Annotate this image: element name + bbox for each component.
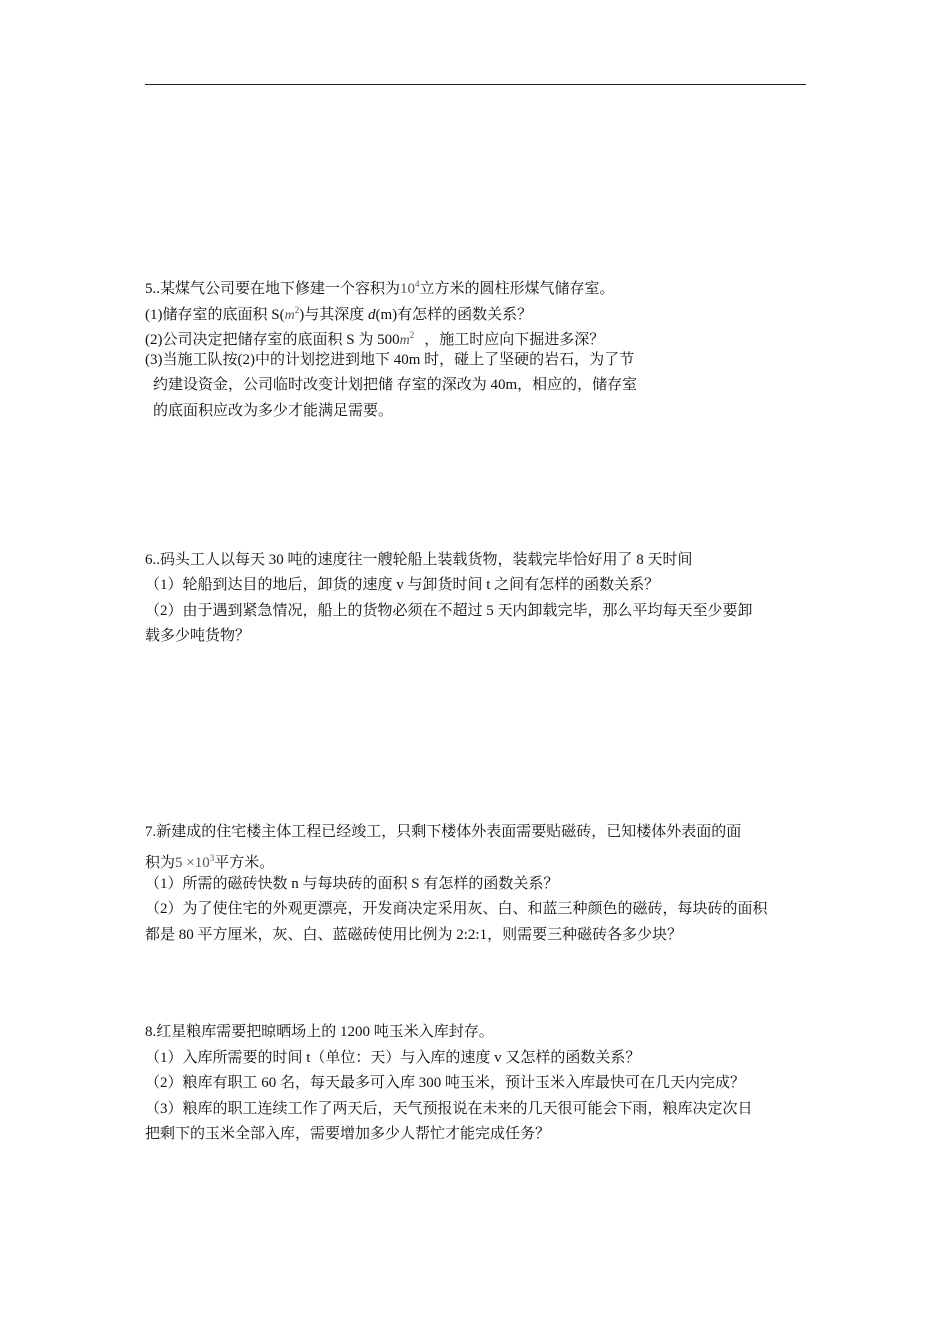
q8-line-2: （1）入库所需要的时间 t（单位：天）与入库的速度 v 又怎样的函数关系？: [145, 1050, 641, 1066]
q7-area-number: 5 ×10: [175, 855, 210, 871]
q5-line-6: 的底面积应改为多少才能满足需要。: [153, 403, 394, 419]
q8-line-5: 把剩下的玉米全部入库，需要增加多少人帮忙才能完成任务？: [145, 1126, 551, 1142]
q8-line-4: （3）粮库的职工连续工作了两天后，天气预报说在未来的几天很可能会下雨，粮库决定次日: [145, 1101, 753, 1117]
q7-line-2: [145, 847, 274, 874]
q6-line-3: （2）由于遇到紧急情况，船上的货物必须在不超过 5 天内卸载完毕，那么平均每天至少要卸: [145, 603, 753, 619]
q6-line-4: 载多少吨货物？: [145, 628, 251, 644]
q5-line-3: [145, 324, 604, 352]
q5-text: (2)公司决定把储存室的底面积 S 为 500: [145, 332, 400, 348]
var-d: d: [367, 307, 376, 323]
q5-line-1: [145, 273, 615, 300]
q5-power-exp: 4: [415, 279, 420, 289]
q5-text: (m)有怎样的函数关系？: [375, 307, 533, 323]
q7-text: 积为: [145, 855, 176, 871]
header-rule: [145, 84, 806, 85]
q7-text: 平方米。: [214, 855, 275, 871]
q7-line-3: （1）所需的磁砖快数 n 与每块砖的面积 S 有怎样的函数关系？: [145, 876, 559, 892]
q5-text: )与其深度: [299, 307, 368, 323]
unit-square: 2: [409, 330, 415, 340]
q5-line-5: 约建设资金，公司临时改变计划把储 存室的深改为 40m，相应的，储存室: [153, 377, 638, 393]
q5-line-2: [145, 299, 532, 327]
q7-line-1: 7.新建成的住宅楼主体工程已经竣工，只剩下楼体外表面需要贴磁砖，已知楼体外表面的面: [145, 824, 742, 840]
q5-text: 立方米的圆柱形煤气储存室。: [419, 281, 615, 297]
q5-text: (1)储存室的底面积 S(: [145, 307, 285, 323]
q8-line-1: 8.红星粮库需要把晾晒场上的 1200 吨玉米入库封存。: [145, 1024, 494, 1040]
q5-text: ，施工时应向下掘进多深？: [424, 332, 605, 348]
q5-power-base: 10: [400, 281, 416, 297]
q7-line-4: （2）为了使住宅的外观更漂亮，开发商决定采用灰、白、和蓝三种颜色的磁砖，每块砖的面积: [145, 901, 768, 917]
unit-square: 2: [294, 305, 300, 315]
q5-line-4: (3)当施工队按(2)中的计划挖进到地下 40m 时，碰上了坚硬的岩石，为了节: [145, 352, 635, 368]
unit-m: m: [399, 333, 410, 348]
q6-line-2: （1）轮船到达目的地后，卸货的速度 v 与卸货时间 t 之间有怎样的函数关系？: [145, 577, 660, 593]
q5-power: [400, 281, 420, 297]
q8-line-3: （2）粮库有职工 60 名，每天最多可入库 300 吨玉米，预计玉米入库最快可在几天内完成？: [145, 1075, 746, 1091]
q6-line-1: 6..码头工人以每天 30 吨的速度往一艘轮船上装载货物，装载完毕恰好用了 8 天时间: [145, 552, 693, 568]
q5-text: 5..某煤气公司要在地下修建一个容积为: [145, 281, 401, 297]
unit-m: m: [284, 308, 295, 323]
q7-line-5: 都是 80 平方厘米，灰、白、蓝磁砖使用比例为 2:2:1，则需要三种磁砖各多少块？: [145, 927, 683, 943]
q7-area-exp: 3: [209, 853, 215, 863]
